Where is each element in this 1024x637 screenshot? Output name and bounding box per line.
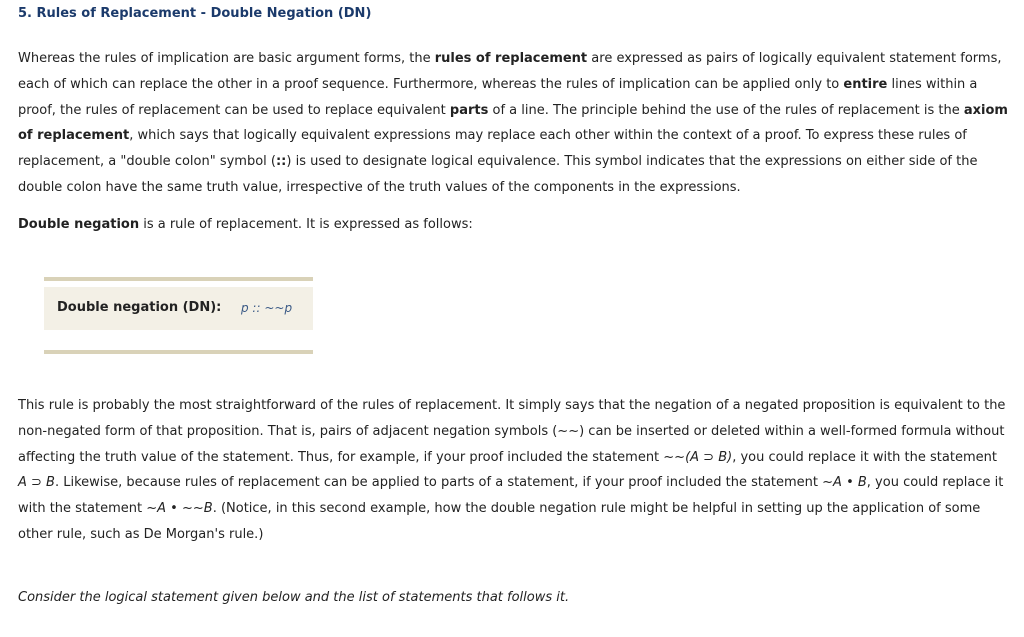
- term-double-negation: Double negation: [18, 217, 140, 232]
- rule-box-bottom-border: [44, 350, 313, 354]
- double-negation-intro: [18, 212, 1008, 238]
- rule-box-body: [44, 287, 313, 330]
- section-title: 5. Rules of Replacement - Double Negation (DN): [18, 6, 372, 21]
- instruction-text: Consider the logical statement given below and the list of statements that follows it.: [18, 590, 570, 605]
- formula-run: A ⊃ B: [18, 475, 55, 491]
- text-run: . Likewise, because rules of replacement can be applied to parts of a statement, if your proof included the statement ~: [54, 475, 834, 491]
- rule-formula: p :: ~~p: [241, 301, 293, 315]
- text-run: lines within a proof, the rules of replacement can be used to replace equivalent: [18, 76, 978, 118]
- text-run: •: [841, 475, 858, 491]
- term-entire: entire: [843, 76, 888, 92]
- formula-run: (A ⊃ B): [685, 449, 733, 465]
- explanation-paragraph: [18, 393, 1008, 548]
- text-run: , you could replace it with the statement ~: [18, 475, 1004, 517]
- rule-box-top-border: [44, 277, 313, 281]
- intro-paragraph: [18, 46, 1008, 201]
- text-run: of a line. The principle behind the use of the rules of replacement is the: [488, 102, 964, 118]
- text-run: is a rule of replacement. It is expressed as follows:: [139, 217, 473, 232]
- formula-run: A: [157, 501, 167, 517]
- text-run: are expressed as pairs of logically equivalent statement forms, each of which can replace the other in a proof sequence. Furthermore, whereas the rules of implication can be applied only to: [18, 51, 1002, 92]
- term-parts: parts: [449, 102, 489, 118]
- text-run: , which says that logically equivalent expressions may replace each other within the context of a proof. To express these rules of replacement, a "double colon" symbol (: [18, 128, 967, 170]
- term-rules-of-replacement: rules of replacement: [434, 51, 588, 66]
- rule-box: [44, 277, 313, 354]
- term-axiom-of-replacement: axiom of replacement: [18, 102, 1008, 144]
- formula-run: B: [857, 475, 867, 491]
- text-run: . (Notice, in this second example, how the double negation rule might be helpful in setting up the application of some other rule, such as De Morgan's rule.): [18, 501, 981, 542]
- formula-run: A: [833, 475, 842, 491]
- double-colon-symbol: ::: [275, 154, 287, 170]
- text-run: , you could replace it with the statement: [732, 449, 997, 465]
- text-run: Whereas the rules of implication are basic argument forms, the: [18, 51, 435, 66]
- text-run: ) is used to designate logical equivalence. This symbol indicates that the expressions on either side of the double colon have the same truth value, irrespective of the truth values of the components in the expressions.: [18, 154, 978, 195]
- text-run: This rule is probably the most straightforward of the rules of replacement. It simply says that the negation of a negated proposition is equivalent to the non-negated form of that proposition. That is, pairs of adjacent negation symbols (~~) can be inserted or deleted within a well-formed formula without affecting the truth value of the statement. Thus, for example, if your proof included the statement ~~: [18, 398, 1006, 465]
- text-run: • ~~: [166, 501, 204, 517]
- formula-run: B: [203, 501, 213, 517]
- rule-label: Double negation (DN):: [57, 300, 222, 315]
